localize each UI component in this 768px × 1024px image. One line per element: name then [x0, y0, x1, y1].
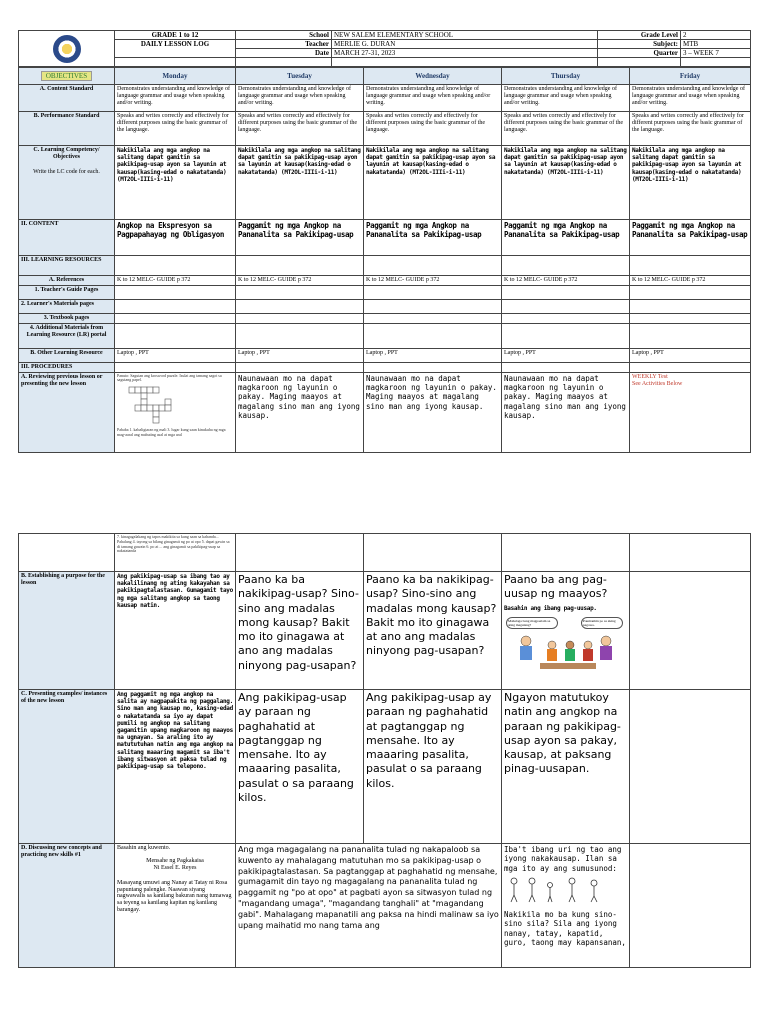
cell: Nakikilala ang mga angkop na salitang dapat gamitin sa pakikipag-usap ayon sa layunin at kausap(kasing-edad o nakatatanda) (MT2OL-IIIi-i-11): [630, 146, 751, 220]
thursday-purpose-cell: Paano ba ang pag-uusap ng maayos? Basahin ang ibang pag-uusap. Mahalaga bang magpaalam sa ating magulang? Paumanhin po sa aking nagawa.: [502, 572, 630, 690]
cell: Demonstrates understanding and knowledge of language grammar and usage when speaking and/or writing.: [236, 85, 364, 112]
cell: Angkop na Ekspresyon sa Pagpapahayag ng Obligasyon: [115, 220, 236, 256]
day-tuesday: Tuesday: [236, 68, 364, 85]
row-label: 2. Learner's Materials pages: [19, 299, 115, 313]
school-field-label: School: [236, 31, 332, 40]
speech-bubble-right: Paumanhin po sa aking nagawa.: [581, 617, 623, 629]
cell: K to 12 MELC- GUIDE p 372: [236, 276, 364, 286]
cell: Paggamit ng mga Angkop na Pananalita sa Pakikipag-usap: [364, 220, 502, 256]
children-talking-icon: [504, 633, 624, 673]
cell: Speaks and writes correctly and effectively for different purposes using the basic grammar of the language.: [115, 112, 236, 146]
lc-code-note: Write the LC code for each.: [33, 168, 100, 175]
cell: Laptop , PPT: [364, 348, 502, 362]
teachers-guide-row: [19, 285, 751, 299]
cell: Nakikilala ang mga angkop na salitang dapat gamitin sa pakikipag-usap ayon sa layunin at kausap(kasing-edad o nakatatanda) (MT2OL-IIIi-i-11): [115, 146, 236, 220]
cell: K to 12 MELC- GUIDE p 372: [502, 276, 630, 286]
school-seal-icon: [53, 35, 81, 63]
cell: Nakikilala ang mga angkop na salitang dapat gamitin sa pakikipag-usap ayon sa layunin at kausap(kasing-edad o nakatatanda) (MT2OL-IIIi-i-11): [502, 146, 630, 220]
cell: Demonstrates understanding and knowledge of language grammar and usage when speaking and/or writing.: [364, 85, 502, 112]
row-label: 3. Textbook pages: [19, 313, 115, 323]
seal-cell: [19, 31, 115, 67]
other-resources-row: [19, 348, 751, 362]
row-label: B. Performance Standard: [19, 112, 115, 146]
crossword-puzzle-icon: [125, 385, 185, 425]
reviewing-row: [19, 372, 751, 452]
crossword-instructions: Panuto: Sagutan ang krosword puzzle. Isulat ang tamang sagot sa sagutang papel.: [117, 372, 222, 383]
story-intro: Basahin ang kuwento.: [117, 845, 171, 851]
presenting-row: [19, 690, 751, 844]
cell: K to 12 MELC- GUIDE p 372: [364, 276, 502, 286]
grade-level-label: Grade Level: [598, 31, 681, 40]
performance-standard-row: [19, 112, 751, 146]
cell: Laptop , PPT: [115, 348, 236, 362]
content-row: [19, 220, 751, 256]
cell: Paggamit ng mga Angkop na Pananalita sa Pakikipag-usap: [236, 220, 364, 256]
date-value: MARCH 27-31, 2023: [332, 49, 598, 58]
date-label: Date: [236, 49, 332, 58]
row-label: III. PROCEDURES: [19, 362, 115, 372]
quarter-label: Quarter: [598, 49, 681, 58]
row-label: A. Content Standard: [19, 85, 115, 112]
cell: Paano ka ba nakikipag-usap? Sino-sino ang madalas mong kausap? Bakit mo ito ginagawa at ano ang madalas ninyong pag-usapan?: [236, 572, 364, 690]
cell: Nakikilala ang mga angkop na salitang dapat gamitin sa pakikipag-usap ayon sa layunin at kausap(kasing-edad o nakatatanda) (MT2OL-IIIi-i-11): [364, 146, 502, 220]
lesson-table-page-2: [18, 533, 751, 968]
crossword-clues-continued: 7. kinagagalakang ng tapos makikita sa kung saan sa kahanda... Pahalang 4. tayong sa bilang ginagamit ng po at opo 5. dapat gawin sa di tamang gawain 6. po at ... ang ginagamit sa pakikipag-usap sa nakatatanda: [115, 534, 236, 572]
conversation-illustration: [504, 615, 627, 673]
cell: Speaks and writes correctly and effectively for different purposes using the basic grammar of the language.: [630, 112, 751, 146]
learning-resources-row: [19, 256, 751, 276]
daily-lesson-log-title: DAILY LESSON LOG: [115, 40, 236, 58]
cell: Naunawaan mo na dapat magkaroon ng layunin o pakay. Maging maayos at magalang sino man ang iyong kausap.: [502, 372, 630, 452]
header-block: [18, 30, 750, 453]
speech-bubble-left: Mahalaga bang magpaalam sa ating magulang?: [506, 617, 558, 629]
basahin-note: Basahin ang ibang pag-uusap.: [504, 604, 597, 612]
row-label: II. CONTENT: [19, 220, 115, 256]
cell: Naunawaan mo na dapat magkaroon ng layunin o pakay. Maging maayos at magalang sino man ang iyong kausap.: [236, 372, 364, 452]
references-row: [19, 276, 751, 286]
cell: K to 12 MELC- GUIDE p 372: [630, 276, 751, 286]
story-body: Masayang umuwi ang Nanay at Tatay ni Rosa papuntang palengke. Naawan siyang nagwawalis sa kanilang bakuran nang tumawag sa teyeng sa kanilang kapitan ng kanilang barangay.: [117, 879, 232, 914]
day-thursday: Thursday: [502, 68, 630, 85]
day-monday: Monday: [115, 68, 236, 85]
grade-level-value: 2: [681, 31, 751, 40]
teacher-label: Teacher: [236, 40, 332, 49]
cell: Ngayon matutukoy natin ang angkop na paraan ng pakikipag-usap ayon sa pakay, kausap, at paksang pinag-uusapan.: [502, 690, 630, 844]
lesson-log-page-2: [18, 533, 750, 968]
cell: Paano ka ba nakikipag-usap? Sino-sino ang madalas mong kausap? Bakit mo ito ginagawa at ano ang madalas ninyong pag-usapan?: [364, 572, 502, 690]
continuation-row: [19, 534, 751, 572]
discussing-row: [19, 844, 751, 968]
crossword-clues: Pababa 1. kabaligtaran ng mali 3. lugar kung saan kinukuha ng mga mag-aaral ang mabuting asal at mga aral: [117, 427, 226, 437]
learners-materials-row: [19, 299, 751, 313]
additional-materials-row: [19, 323, 751, 348]
cell: Laptop , PPT: [236, 348, 364, 362]
subject-value: MTB: [681, 40, 751, 49]
content-standard-row: [19, 85, 751, 112]
cell: Paggamit ng mga Angkop na Pananalita sa Pakikipag-usap: [630, 220, 751, 256]
cell: Ang pakikipag-usap ay paraan ng paghahatid at pagtanggap ng mensahe. Ito ay maaaring pasalita, pasulat o sa paraang kilos.: [236, 690, 364, 844]
weekly-test-label: WEEKLY Test: [632, 373, 668, 380]
crossword-cell: [115, 372, 236, 452]
grade-range-label: GRADE 1 to 12: [115, 31, 236, 40]
row-label: B. Other Learning Resource: [19, 348, 115, 362]
row-label: C. Learning Competency/ Objectives Write the LC code for each.: [19, 146, 115, 220]
cell: Paggamit ng mga Angkop na Pananalita sa Pakikipag-usap: [502, 220, 630, 256]
row-label: B. Establishing a purpose for the lesson: [19, 572, 115, 690]
cell: Laptop , PPT: [502, 348, 630, 362]
story-cell: [115, 844, 236, 968]
row-label: D. Discussing new concepts and practicing new skills #1: [19, 844, 115, 968]
story-title: Mensahe ng Pagkakaisa: [146, 857, 204, 864]
cell: Speaks and writes correctly and effectively for different purposes using the basic grammar of the language.: [502, 112, 630, 146]
teacher-name: MERLIE G. DURAN: [332, 40, 598, 49]
objectives-header: OBJECTIVES: [19, 68, 115, 85]
row-label: C. Presenting examples/ instances of the new lesson: [19, 690, 115, 844]
subject-label: Subject:: [598, 40, 681, 49]
lesson-table-page-1: [18, 67, 751, 453]
cell: Demonstrates understanding and knowledge of language grammar and usage when speaking and/or writing.: [630, 85, 751, 112]
cell: Laptop , PPT: [630, 348, 751, 362]
cell: Speaks and writes correctly and effectively for different purposes using the basic grammar of the language.: [236, 112, 364, 146]
day-friday: Friday: [630, 68, 751, 85]
row-label: A. References: [19, 276, 115, 286]
cell: Ang pakikipag-usap ay paraan ng paghahatid at pagtanggap ng mensahe. Ito ay maaaring pasalita, pasulat o sa paraang kilos.: [364, 690, 502, 844]
thursday-discuss-text: Nakikila mo ba kung sino-sino sila? Sila ang iyong nanay, tatay, kapatid, guro, taong may kapansanan,: [504, 910, 626, 948]
cell: Speaks and writes correctly and effectively for different purposes using the basic grammar of the language.: [364, 112, 502, 146]
people-types-icon: [504, 875, 614, 905]
row-label: III. LEARNING RESOURCES: [19, 256, 115, 276]
friday-test-cell: [630, 372, 751, 452]
day-wednesday: Wednesday: [364, 68, 502, 85]
quarter-value: 3 – WEEK 7: [681, 49, 751, 58]
textbook-row: [19, 313, 751, 323]
tue-wed-merged-cell: Ang mga magagalang na pananalita tulad ng nakapaloob sa kuwento ay mahalagang matutuhan mo sa pakikipag-usap o pakikipagtalastasan. Sa pagtanggap at paghahatid ng mensahe, gumagamit din tayo ng magagalang na pananalita tulad ng paggamit ng "po at opo" at pagbati ayon sa sitwasyon tulad ng "magandang umaga", "magandang tanghali" at "magandang gabi". Mahalagang mapanatili ang paksa na hindi malinaw sa iyo upang maihatid mo nang tama ang: [236, 844, 502, 968]
thursday-discuss-cell: Iba't ibang uri ng tao ang iyong nakakausap. Ilan sa mga ito ay ang sumusunod: Nakikila mo ba kung sino-sino sila? Sila ang iyong nanay, tatay, kapatid, guro, taong may kapansanan,: [502, 844, 630, 968]
cell: Naunawaan mo na dapat magkaroon ng layunin o pakay. Maging maayos at magalang sino man ang iyong kausap.: [364, 372, 502, 452]
cell: Ang paggamit ng mga angkop na salita ay nagpapakita ng paggalang. Sino man ang kausap mo, kasing-edad o nakatatanda sa iyo ay dapat pumili ng angkop na salitang gagamitin upang magkaroon ng maayos na ugnayan. Sa araling ito ay matututuhan natin ang mga angkop na salitang maaaring magamit sa iba't ibang sitwasyon at paksa tulad ng pakikipag-usap sa telepono.: [115, 690, 236, 844]
row-label: A. Reviewing previous lesson or presenting the new lesson: [19, 372, 115, 452]
cell: Ang pakikipag-usap sa ibang tao ay nakalilinang ng ating kakayahan sa pakikipagtalastasan. Gumagamit tayo ng mga salitang angkop sa taong kausap natin.: [115, 572, 236, 690]
row-label: 1. Teacher's Guide Pages: [19, 285, 115, 299]
cell: K to 12 MELC- GUIDE p 372: [115, 276, 236, 286]
row-label: 4. Additional Materials from Learning Resource (LR) portal: [19, 323, 115, 348]
cell: Nakikilala ang mga angkop na salitang dapat gamitin sa pakikipag-usap ayon sa layunin at kausap(kasing-edad o nakatatanda) (MT2OL-IIIi-i-11): [236, 146, 364, 220]
story-author: Ni Essel E. Reyes: [153, 864, 197, 871]
school-name: NEW SALEM ELEMENTARY SCHOOL: [332, 31, 598, 40]
cell: Demonstrates understanding and knowledge of language grammar and usage when speaking and/or writing.: [502, 85, 630, 112]
competency-row: [19, 146, 751, 220]
cell: Demonstrates understanding and knowledge of language grammar and usage when speaking and/or writing.: [115, 85, 236, 112]
procedures-row: [19, 362, 751, 372]
see-activities-note: See Activities Below: [632, 380, 683, 387]
purpose-row: [19, 572, 751, 690]
